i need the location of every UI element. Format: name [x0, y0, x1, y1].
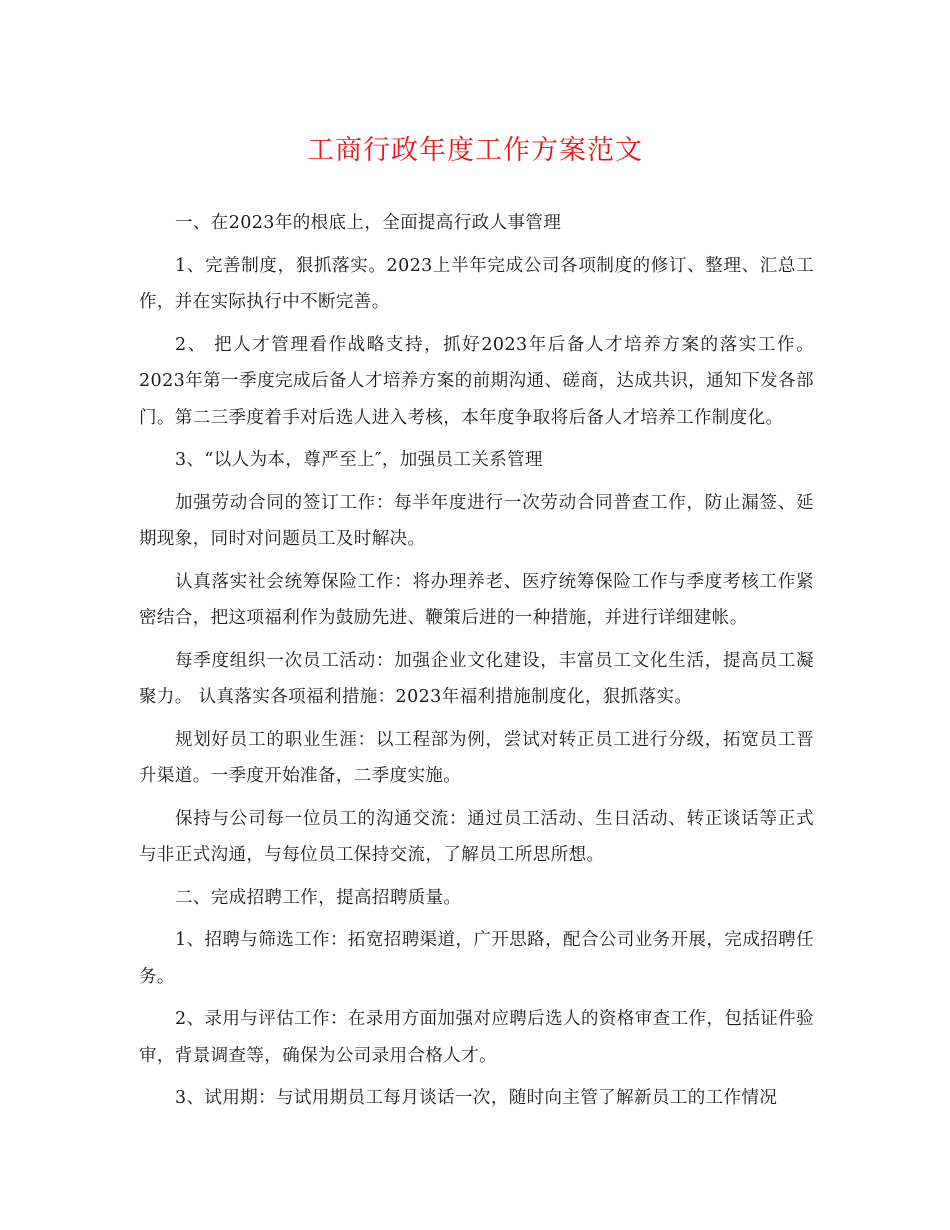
paragraph-item-1-2: 2、 把人才管理看作战略支持，抓好2023年后备人才培养方案的落实工作。2023年第一季度完成后备人才培养方案的前期沟通、磋商，达成共识，通知下发各部门。第二三季度着手对后选人进入考核，本年度争取将后备人才培养工作制度化。	[139, 334, 814, 428]
paragraph-item-2-1: 1、招聘与筛选工作：拓宽招聘渠道，广开思路，配合公司业务开展，完成招聘任务。	[139, 930, 814, 987]
paragraph-item-2-2: 2、录用与评估工作：在录用方面加强对应聘后选人的资格审查工作，包括证件验审，背景调查等，确保为公司录用合格人才。	[139, 1009, 814, 1066]
document-body	[139, 205, 814, 1123]
paragraph-career-planning: 规划好员工的职业生涯：以工程部为例，尝试对转正员工进行分级，拓宽员工晋升渠道。一季度开始准备，二季度实施。	[139, 729, 814, 786]
paragraph-section-2-heading: 二、完成招聘工作，提高招聘质量。	[175, 887, 462, 908]
document-title: 工商行政年度工作方案范文	[307, 135, 643, 166]
paragraph-item-2-3: 3、试用期：与试用期员工每月谈话一次，随时向主管了解新员工的工作情况	[175, 1088, 778, 1108]
paragraph-section-1-heading: 一、在2023年的根底上，全面提高行政人事管理	[175, 213, 562, 233]
paragraph-labor-contract: 加强劳动合同的签订工作：每半年度进行一次劳动合同普查工作，防止漏签、延期现象，同时对问题员工及时解决。	[139, 492, 814, 549]
paragraph-employee-activity: 每季度组织一次员工活动：加强企业文化建设，丰富员工文化生活，提高员工凝聚力。 认真落实各项福利措施：2023年福利措施制度化，狠抓落实。	[139, 650, 814, 707]
paragraph-item-1-3: 3、“以人为本，尊严至上″，加强员工关系管理	[175, 450, 543, 470]
paragraph-social-insurance: 认真落实社会统筹保险工作：将办理养老、医疗统筹保险工作与季度考核工作紧密结合，把这项福利作为鼓励先进、鞭策后进的一种措施，并进行详细建帐。	[139, 571, 814, 628]
paragraph-communication: 保持与公司每一位员工的沟通交流：通过员工活动、生日活动、转正谈话等正式与非正式沟通，与每位员工保持交流，了解员工所思所想。	[139, 808, 814, 865]
paragraph-item-1-1: 1、完善制度，狠抓落实。2023上半年完成公司各项制度的修订、整理、汇总工作，并在实际执行中不断完善。	[139, 255, 814, 312]
